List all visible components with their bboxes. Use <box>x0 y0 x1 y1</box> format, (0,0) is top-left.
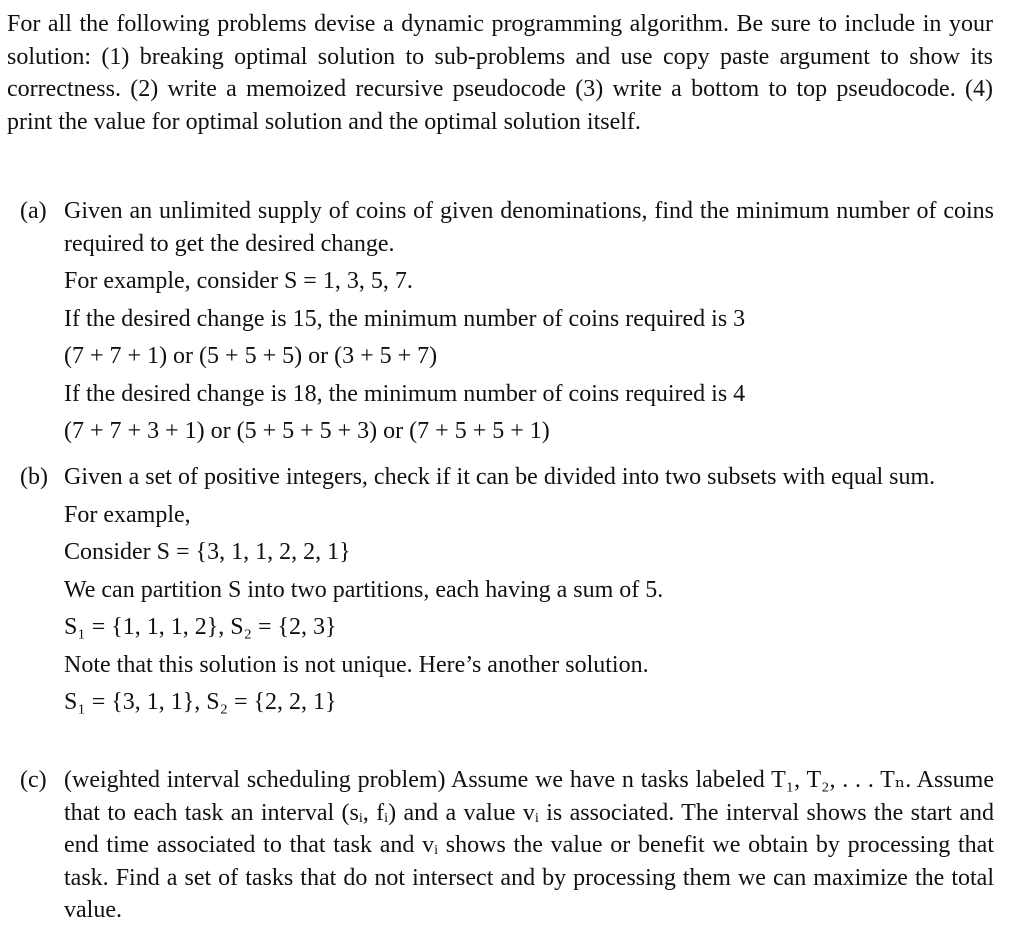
problem-a-statement: Given an unlimited supply of coins of given denominations, find the minimum number of coins required to get the desired change. <box>64 198 994 257</box>
problem-b-line: S₁ = {1, 1, 1, 2}, S₂ = {2, 3} <box>64 614 337 640</box>
problem-b-line: S₁ = {3, 1, 1}, S₂ = {2, 2, 1} <box>64 689 337 715</box>
problem-b-line: For example, <box>64 501 191 528</box>
problem-b-line: We can partition S into two partitions, each having a sum of 5. <box>64 576 664 603</box>
problem-c <box>20 764 994 927</box>
problem-c-label: (c) <box>20 767 47 793</box>
problem-b <box>20 461 994 719</box>
problem-a-line: If the desired change is 15, the minimum number of coins required is 3 <box>64 305 746 332</box>
problem-a-line: If the desired change is 18, the minimum number of coins required is 4 <box>64 380 746 407</box>
problem-a-line: For example, consider S = 1, 3, 5, 7. <box>64 268 413 294</box>
problem-a-label: (a) <box>20 198 47 224</box>
intro-paragraph: For all the following problems devise a dynamic programming algorithm. Be sure to include in your solution: (1) breaking optimal solution to sub-problems and use copy paste argument to show its correctness. (2) write a memoized recursive pseudocode (3) write a bottom to top pseudocode. (4) print the value for optimal solution and the optimal solution itself. <box>7 11 993 135</box>
problem-b-label: (b) <box>20 464 48 490</box>
problem-a <box>20 195 994 448</box>
problem-a-line: (7 + 7 + 1) or (5 + 5 + 5) or (3 + 5 + 7) <box>64 343 438 369</box>
problem-a-line: (7 + 7 + 3 + 1) or (5 + 5 + 5 + 3) or (7 + 5 + 5 + 1) <box>64 418 550 444</box>
problem-b-line: Consider S = {3, 1, 1, 2, 2, 1} <box>64 539 351 565</box>
problem-b-statement: Given a set of positive integers, check if it can be divided into two subsets with equal sum. <box>64 464 936 490</box>
problem-c-statement: (weighted interval scheduling problem) Assume we have n tasks labeled T₁, T₂, . . . Tₙ. Assume that to each task an interval (sᵢ, fᵢ) and a value vᵢ is associated. The interval shows the start and end time associated to that task and vᵢ shows the value or benefit we obtain by processing that task. Find a set of tasks that do not intersect and by processing them we can maximize the total value. <box>64 767 994 923</box>
problem-b-line: Note that this solution is not unique. Here’s another solution. <box>64 651 649 678</box>
